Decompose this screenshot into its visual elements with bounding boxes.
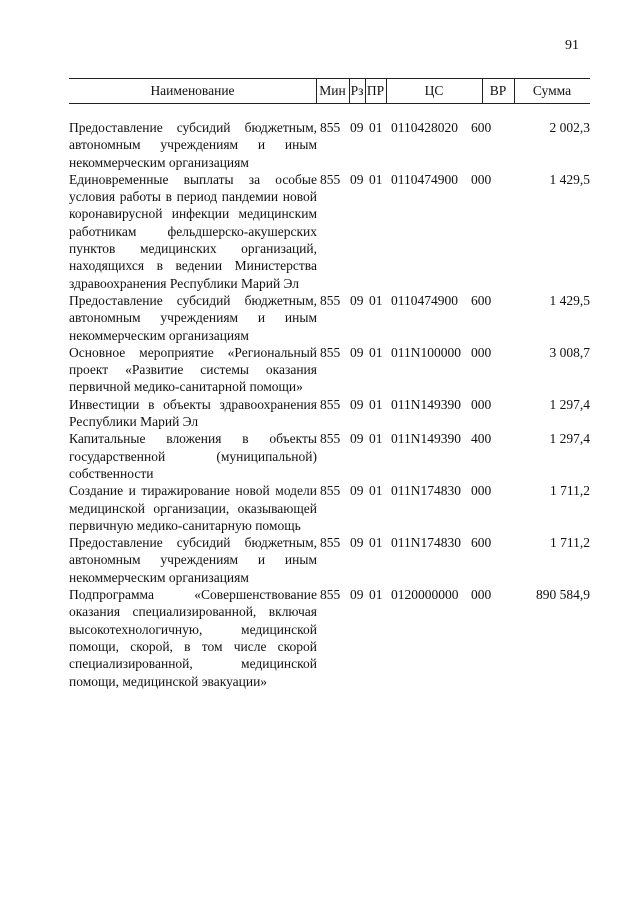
row-codes	[320, 430, 499, 447]
row-name: Единовременные выплаты за особые условия работы в период пандемии новой коронавирусной инфекции медицинским работникам фельдшерско-акушерских пунктов медицинских организаций, находящихся в ведении Министерства здравоохранения Республики Марий Эл	[69, 171, 317, 291]
row-name: Капитальные вложения в объекты государственной (муниципальной) собственности	[69, 431, 317, 481]
row-rz: 09	[350, 396, 364, 412]
row-vr: 000	[471, 344, 492, 360]
row-pr: 01	[369, 344, 383, 360]
row-min: 855	[320, 587, 341, 603]
row-min: 855	[320, 292, 341, 308]
row-vr: 000	[471, 171, 492, 187]
row-name: Инвестиции в объекты здравоохранения Республики Марий Эл	[69, 396, 317, 430]
row-sum: 1 711,2	[550, 535, 590, 551]
row-rz: 09	[350, 171, 364, 187]
row-name: Основное мероприятие «Региональный проект «Развитие системы оказания первичной медико-санитарной помощи»	[69, 344, 317, 395]
table-row	[69, 171, 590, 292]
row-pr: 01	[369, 483, 383, 499]
row-vr: 400	[471, 431, 492, 447]
row-min: 855	[320, 171, 341, 187]
row-vr: 000	[471, 483, 492, 499]
row-rz: 09	[350, 344, 364, 360]
table-row	[69, 396, 590, 431]
row-codes	[320, 586, 499, 603]
row-sum: 1 429,5	[549, 292, 590, 308]
row-cs: 0110428020	[391, 120, 458, 135]
row-cs: 0110474900	[391, 171, 458, 187]
row-codes	[320, 344, 499, 361]
row-name: Создание и тиражирование новой модели медицинской организации, оказывающей первичную медико-санитарную помощь	[69, 483, 317, 533]
table-header	[69, 78, 590, 104]
row-name: Подпрограмма «Совершенствование оказания специализированной, включая высокотехнологичную, медицинской помощи, скорой, в том числе скорой специализированной, медицинской помощи, медицинской эвакуации»	[69, 587, 317, 689]
row-sum: 1 297,4	[549, 431, 590, 447]
row-pr: 01	[369, 587, 383, 603]
row-pr: 01	[369, 120, 383, 135]
row-rz: 09	[350, 120, 364, 135]
table-row	[69, 119, 590, 171]
row-sum: 1 429,5	[549, 171, 590, 187]
header-divider	[316, 79, 317, 103]
table-body	[69, 119, 590, 690]
row-rz: 09	[350, 483, 364, 499]
row-codes	[320, 292, 499, 309]
row-min: 855	[320, 431, 341, 447]
row-vr: 600	[471, 292, 492, 308]
row-name: Предоставление субсидий бюджетным, автономным учреждениям и иным некоммерческим организациям	[69, 535, 317, 585]
row-cs: 0120000000	[391, 587, 459, 603]
row-vr: 600	[471, 535, 492, 551]
row-cs: 011N174830	[391, 535, 461, 551]
header-divider	[349, 79, 350, 103]
header-sum: Сумма	[532, 83, 572, 98]
row-vr: 000	[471, 396, 492, 412]
row-vr: 600	[471, 120, 492, 135]
row-codes	[320, 171, 499, 188]
table-row	[69, 586, 590, 690]
header-divider	[365, 79, 366, 103]
table-row	[69, 534, 590, 586]
row-pr: 01	[369, 292, 383, 308]
row-cs: 011N100000	[391, 344, 461, 360]
header-cs: ЦС	[424, 83, 444, 98]
row-name: Предоставление субсидий бюджетным, автономным учреждениям и иным некоммерческим организациям	[69, 120, 317, 170]
row-cs: 0110474900	[391, 292, 458, 308]
header-min: Мин	[319, 83, 346, 98]
row-vr: 000	[471, 587, 492, 603]
row-rz: 09	[350, 431, 364, 447]
header-pr: ПР	[366, 83, 385, 98]
row-rz: 09	[350, 535, 364, 551]
row-cs: 011N174830	[391, 483, 461, 499]
table-row	[69, 430, 590, 482]
row-sum: 1 297,4	[549, 396, 590, 412]
header-divider	[514, 79, 515, 103]
row-cs: 011N149390	[391, 431, 461, 447]
header-vr: ВР	[489, 83, 507, 98]
row-codes	[320, 119, 499, 136]
table-row	[69, 344, 590, 396]
row-sum: 3 008,7	[549, 344, 590, 360]
row-min: 855	[320, 535, 341, 551]
row-min: 855	[320, 483, 341, 499]
table-row	[69, 292, 590, 344]
row-min: 855	[320, 344, 341, 360]
header-name: Наименование	[150, 83, 235, 98]
row-pr: 01	[369, 171, 383, 187]
row-pr: 01	[369, 396, 383, 412]
header-rz: Рз	[350, 83, 364, 98]
header-divider	[386, 79, 387, 103]
row-min: 855	[320, 396, 341, 412]
row-rz: 09	[350, 292, 364, 308]
row-min: 855	[320, 120, 341, 135]
row-pr: 01	[369, 535, 383, 551]
row-sum: 890 584,9	[536, 587, 590, 603]
header-divider	[482, 79, 483, 103]
row-sum: 2 002,3	[549, 120, 590, 135]
row-sum: 1 711,2	[550, 483, 590, 499]
row-codes	[320, 482, 499, 499]
row-cs: 011N149390	[391, 396, 461, 412]
row-codes	[320, 534, 499, 551]
row-name: Предоставление субсидий бюджетным, автономным учреждениям и иным некоммерческим организациям	[69, 292, 317, 343]
table-row	[69, 482, 590, 534]
page-number: 91	[565, 38, 579, 53]
row-pr: 01	[369, 431, 383, 447]
row-codes	[320, 396, 499, 413]
row-rz: 09	[350, 587, 364, 603]
